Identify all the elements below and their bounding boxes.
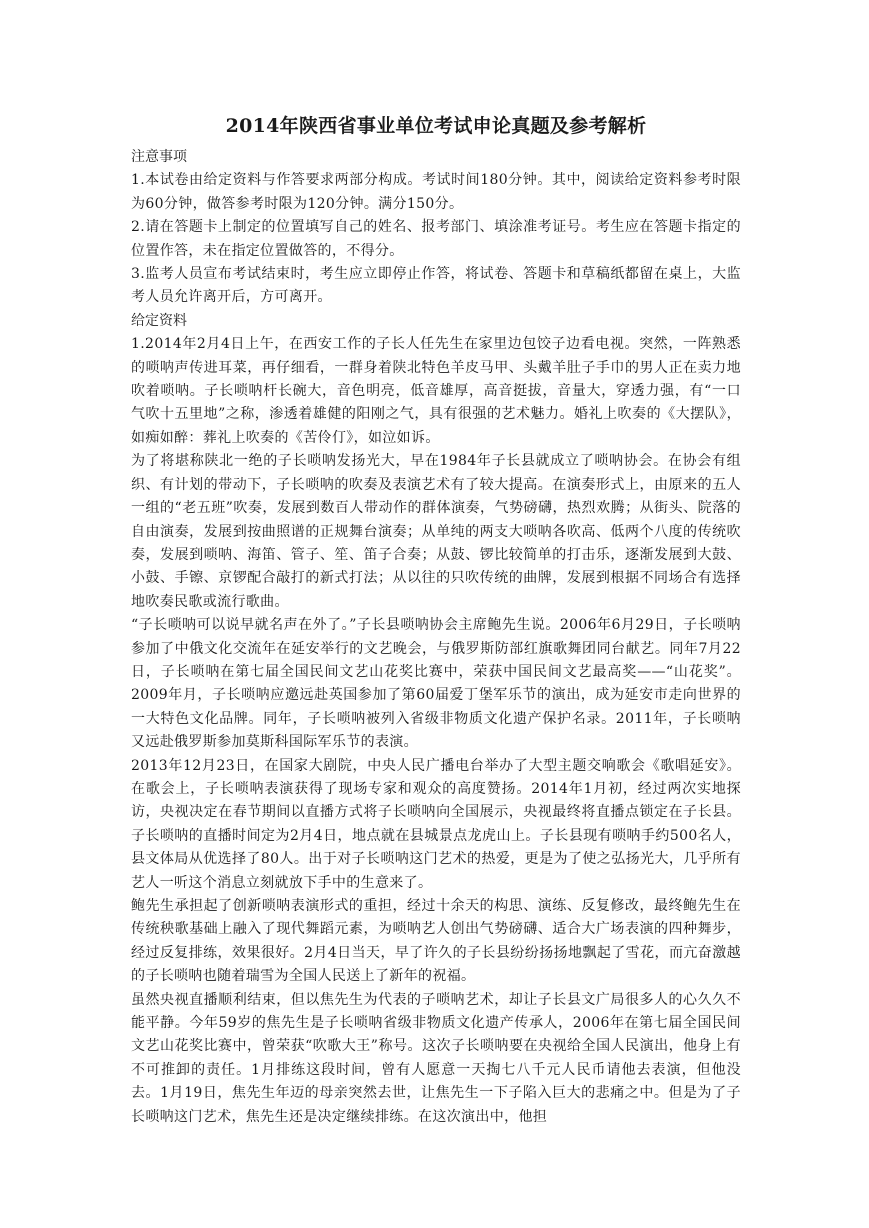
notice-item: 1.本试卷由给定资料与作答要求两部分构成。考试时间180分钟。其中，阅读给定资料参考时限为60分钟，做答参考时限为120分钟。满分150分。 [131,172,741,212]
document-title: 2014年陕西省事业单位考试申论真题及参考解析 [225,115,647,137]
notice-heading: 注意事项 [131,149,187,165]
notice-item: 3.监考人员宣布考试结束时，考生应立即停止作答，将试卷、答题卡和草稿纸都留在桌上，大监考人员允许离开后，方可离开。 [131,266,741,306]
material-paragraph: 1.2014年2月4日上午，在西安工作的子长人任先生在家里边包饺子边看电视。突然，一阵熟悉的唢呐声传进耳菜，再仔细看，一群身着陕北特色羊皮马甲、头戴羊肚子手巾的男人正在卖力地吹着唢呐。子长唢呐杆长碗大，音色明亮，低音雄厚，高音挺拔，音量大，穿透力强，有“一口气吹十五里地”之称，渗透着雄健的阳刚之气，具有很强的艺术魅力。婚礼上吹奏的《大摆队》，如痴如醉：葬礼上吹奏的《苦伶仃》，如泣如诉。 [131,336,741,446]
material-paragraph: 为了将堪称陕北一绝的子长唢呐发扬光大，早在1984年子长县就成立了唢呐协会。在协会有组织、有计划的带动下，子长唢呐的吹奏及表演艺术有了较大提高。在演奏形式上，由原来的五人一组的“老五班”吹奏，发展到数百人带动作的群体演奏，气势磅礴，热烈欢腾；从街头、院落的自由演奏，发展到按曲照谱的正规舞台演奏；从单纯的两支大唢呐各吹高、低两个八度的传统吹奏，发展到唢呐、海笛、管子、笙、笛子合奏；从鼓、锣比较简单的打击乐，逐渐发展到大鼓、小鼓、手镲、京锣配合敲打的新式打法；从以往的只吹传统的曲牌，发展到根据不同场合有选择地吹奏民歌或流行歌曲。 [131,453,741,610]
material-paragraph: “子长唢呐可以说早就名声在外了。”子长县唢呐协会主席鲍先生说。2006年6月29日，子长唢呐参加了中俄文化交流年在延安举行的文艺晚会，与俄罗斯防部红旗歌舞团同台献艺。同年7月22日，子长唢呐在第七届全国民间文艺山花奖比赛中，荣获中国民间文艺最高奖——“山花奖”。2009年月，子长唢呐应邀远赴英国参加了第60届爱丁堡军乐节的演出，成为延安市走向世界的一大特色文化品牌。同年，子长唢呐被列入省级非物质文化遗产保护名录。2011年，子长唢呐又远赴俄罗斯参加莫斯科国际军乐节的表演。 [131,617,741,751]
material-paragraph: 虽然央视直播顺利结束，但以焦先生为代表的子唢呐艺术，却让子长县文广局很多人的心久久不能平静。今年59岁的焦先生是子长唢呐省级非物质文化遗产传承人，2006年在第七届全国民间文艺山花奖比赛中，曾荣获“吹歌大王”称号。这次子长唢呐要在央视给全国人民演出，他身上有不可推卸的责任。1月排练这段时间，曾有人愿意一天掏七八千元人民币请他去表演，但他没去。1月19日，焦先生年迈的母亲突然去世，让焦先生一下子陷入巨大的悲痛之中。但是为了子长唢呐这门艺术，焦先生还是决定继续排练。在这次演出中，他担 [131,991,741,1125]
material-paragraph: 2013年12月23日，在国家大剧院，中央人民广播电台举办了大型主题交响歌会《歌唱延安》。在歌会上，子长唢呐表演获得了现场专家和观众的高度赞扬。2014年1月初，经过两次实地探访，央视决定在春节期间以直播方式将子长唢呐向全国展示，央视最终将直播点锁定在子长县。子长唢呐的直播时间定为2月4日，地点就在县城景点龙虎山上。子长县现有唢呐手约500名人，县文体局从优选择了80人。出于对子长唢呐这门艺术的热爱，更是为了使之弘扬光大，几乎所有艺人一听这个消息立刻就放下手中的生意来了。 [131,757,741,891]
notice-item: 2.请在答题卡上制定的位置填写自己的姓名、报考部门、填涂准考证号。考生应在答题卡指定的位置作答，未在指定位置做答的，不得分。 [131,219,741,259]
document-page [131,112,741,1129]
material-paragraph: 鲍先生承担起了创新唢呐表演形式的重担，经过十余天的构思、演练、反复修改，最终鲍先生在传统秧歌基础上融入了现代舞蹈元素，为唢呐艺人创出气势磅礴、适合大广场表演的四种舞步，经过反复排练，效果很好。2月4日当天，早了许久的子长县纷纷扬扬地飘起了雪花，而亢奋激越的子长唢呐也随着瑞雪为全国人民送上了新年的祝福。 [131,898,741,985]
material-heading: 给定资料 [131,312,187,329]
